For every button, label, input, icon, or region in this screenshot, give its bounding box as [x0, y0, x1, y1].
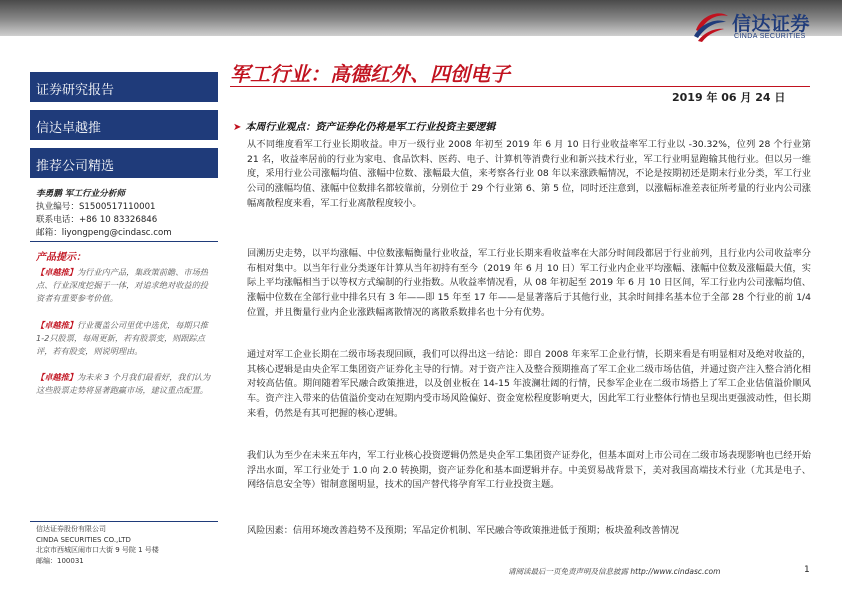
arrow-bullet-icon: ➤	[233, 122, 242, 133]
report-title: 军工行业：高德红外、四创电子	[230, 62, 510, 86]
sidebar-divider	[30, 241, 218, 242]
product-prompt-1	[36, 266, 216, 305]
sidebar-header-recommended: 推荐公司精选	[30, 148, 218, 178]
sidebar-header-research-report: 证券研究报告	[30, 72, 218, 102]
sidebar-divider	[30, 521, 218, 522]
prompt-tag: 【卓越推】	[36, 372, 77, 382]
sidebar-header-excellence: 信达卓越推	[30, 110, 218, 140]
company-address: 北京市西城区闹市口大街 9 号院 1 号楼	[36, 546, 159, 554]
prompt-text: 为未来 3 个月我们最看好，我们认为这些股票走势将显著跑赢市场，建议重点配置。	[36, 372, 211, 395]
disclaimer-note[interactable]: 请阅读最后一页免责声明及信息披露 http://www.cindasc.com	[508, 567, 721, 576]
company-info	[36, 524, 216, 566]
prompt-tag: 【卓越推】	[36, 267, 77, 277]
logo-english-name: CINDA SECURITIES	[734, 33, 806, 40]
cinda-logo-icon	[692, 8, 730, 44]
page-number: 1	[804, 565, 810, 575]
analyst-phone: 联系电话：+86 10 83326846	[36, 215, 158, 225]
analyst-email[interactable]: 邮箱：liyongpeng@cindasc.com	[36, 228, 172, 238]
analyst-name: 李勇鹏 军工行业分析师	[36, 189, 125, 199]
prompt-tag: 【卓越推】	[36, 320, 77, 330]
analyst-info	[36, 188, 216, 240]
cinda-logo	[692, 8, 832, 44]
product-prompt-3	[36, 371, 216, 397]
company-name-en: CINDA SECURITIES CO.,LTD	[36, 535, 131, 544]
risk-factors: 风险因素：信用环境改善趋势不及预期；军品定价机制、军民融合等政策推进低于预期；板块盈利改善情况	[247, 525, 679, 536]
report-date: 2019 年 06 月 24 日	[672, 91, 786, 104]
company-postcode: 邮编：100031	[36, 556, 84, 565]
analyst-license: 执业编号：S1500517110001	[36, 202, 156, 212]
logo-chinese-name: 信达证券	[732, 13, 811, 35]
body-paragraph-3: 通过对军工企业长期在二级市场表现回顾，我们可以得出这一结论：即自 2008 年来军工企业行情，长期来看是有明显相对及绝对收益的，其核心逻辑是由央企军工集团资产证券化主导的行情。对于资产注入及整合预期推高了军工企业二级市场估值，并通过资产注入整合消化相对较高估值。期间随着军民融合政策推进，以及创业板在 14-15 年波澜壮阔的行情，民参军企业在二级市场搭上了军工企业估值溢价顺风车。资产注入带来的估值溢价变动在短期内受市场风险偏好、资金宽松程度影响更大，因此军工行业整体行情也呈现出更强波动性，但长期来看，仍然是有其可把握的核心逻辑。	[247, 349, 811, 419]
sidebar	[30, 68, 218, 578]
lead-viewpoint-text: 本周行业观点：资产证券化仍将是军工行业投资主要逻辑	[245, 122, 496, 133]
body-paragraph-4: 我们认为至少在未来五年内，军工行业核心投资逻辑仍然是央企军工集团资产证券化，但基本面对上市公司在二级市场表现影响也已经开始浮出水面，军工行业处于 1.0 向 2.0 转换期，资产证券化和基本面逻辑并存。中美贸易战背景下，美对我国高端技术行业（尤其是电子、网络信息安全等）钳制意图明显，技术的国产替代将孕育军工行业投资主题。	[247, 450, 811, 491]
prompt-text: 行业覆盖公司里优中选优，每期只推1-2只股票，每周更新，若有股票变，则跟踪点评，若有股变，则说明理由。	[36, 320, 208, 356]
company-name-cn: 信达证券股份有限公司	[36, 525, 106, 533]
title-divider	[230, 86, 810, 87]
product-prompt-title: 产品提示：	[36, 252, 86, 263]
product-prompt-2	[36, 319, 216, 358]
lead-viewpoint	[233, 118, 495, 133]
body-paragraph-2: 回溯历史走势，以平均涨幅、中位数涨幅衡量行业收益，军工行业长期来看收益率在大部分时间段都居于行业前列，且行业内公司收益率分布相对集中。以当年行业分类逐年计算从当年初持有至今（2019 年 6 月 10 日）军工行业内企业平均涨幅、涨幅中位数及涨幅最大值，实际上平均涨幅相当于以等权方式编制的行业指数。从收益率情况看，从 08 年初起至 2019 年 6 月 10 日区间，军工行业内公司涨幅均值、涨幅中位数在全部行业中排名只有 3 年——即 15 年至 17 年——是显著落后于其他行业，其余时间排名基本位于全部 28 个行业的前 1/4 位置，并且衡量行业内企业涨跌幅离散情况的离散系数排名也十分有优势。	[247, 248, 811, 318]
body-paragraph-1: 从不同维度看军工行业长期收益。申万一级行业 2008 年初至 2019 年 6 月 10 日行业收益率军工行业以 -30.32%，位列 28 个行业第 21 名，收益率居前的行业为家电、食品饮料、医药、电子、计算机等消费行业和新兴技术行业，军工行业明显跑输其他行业。但以另一维度，采用行业公司涨幅均值、涨幅中位数、涨幅最大值，来考察各行业 08 年以来涨跌幅情况，不论是按期初还是期末行业分类，军工行业公司的涨幅均值、涨幅中位数排名都较靠前，分别位于 29 个行业第 6、第 5 位，同时还注意到，以涨幅标准差表征所考量的行业内公司涨幅离散程度来看，军工行业离散程度较小。	[247, 139, 811, 209]
prompt-text: 为行业内产品，集政策前瞻、市场热点、行业深度挖掘于一体，对追求绝对收益的投资者有重要参考价值。	[36, 267, 208, 303]
